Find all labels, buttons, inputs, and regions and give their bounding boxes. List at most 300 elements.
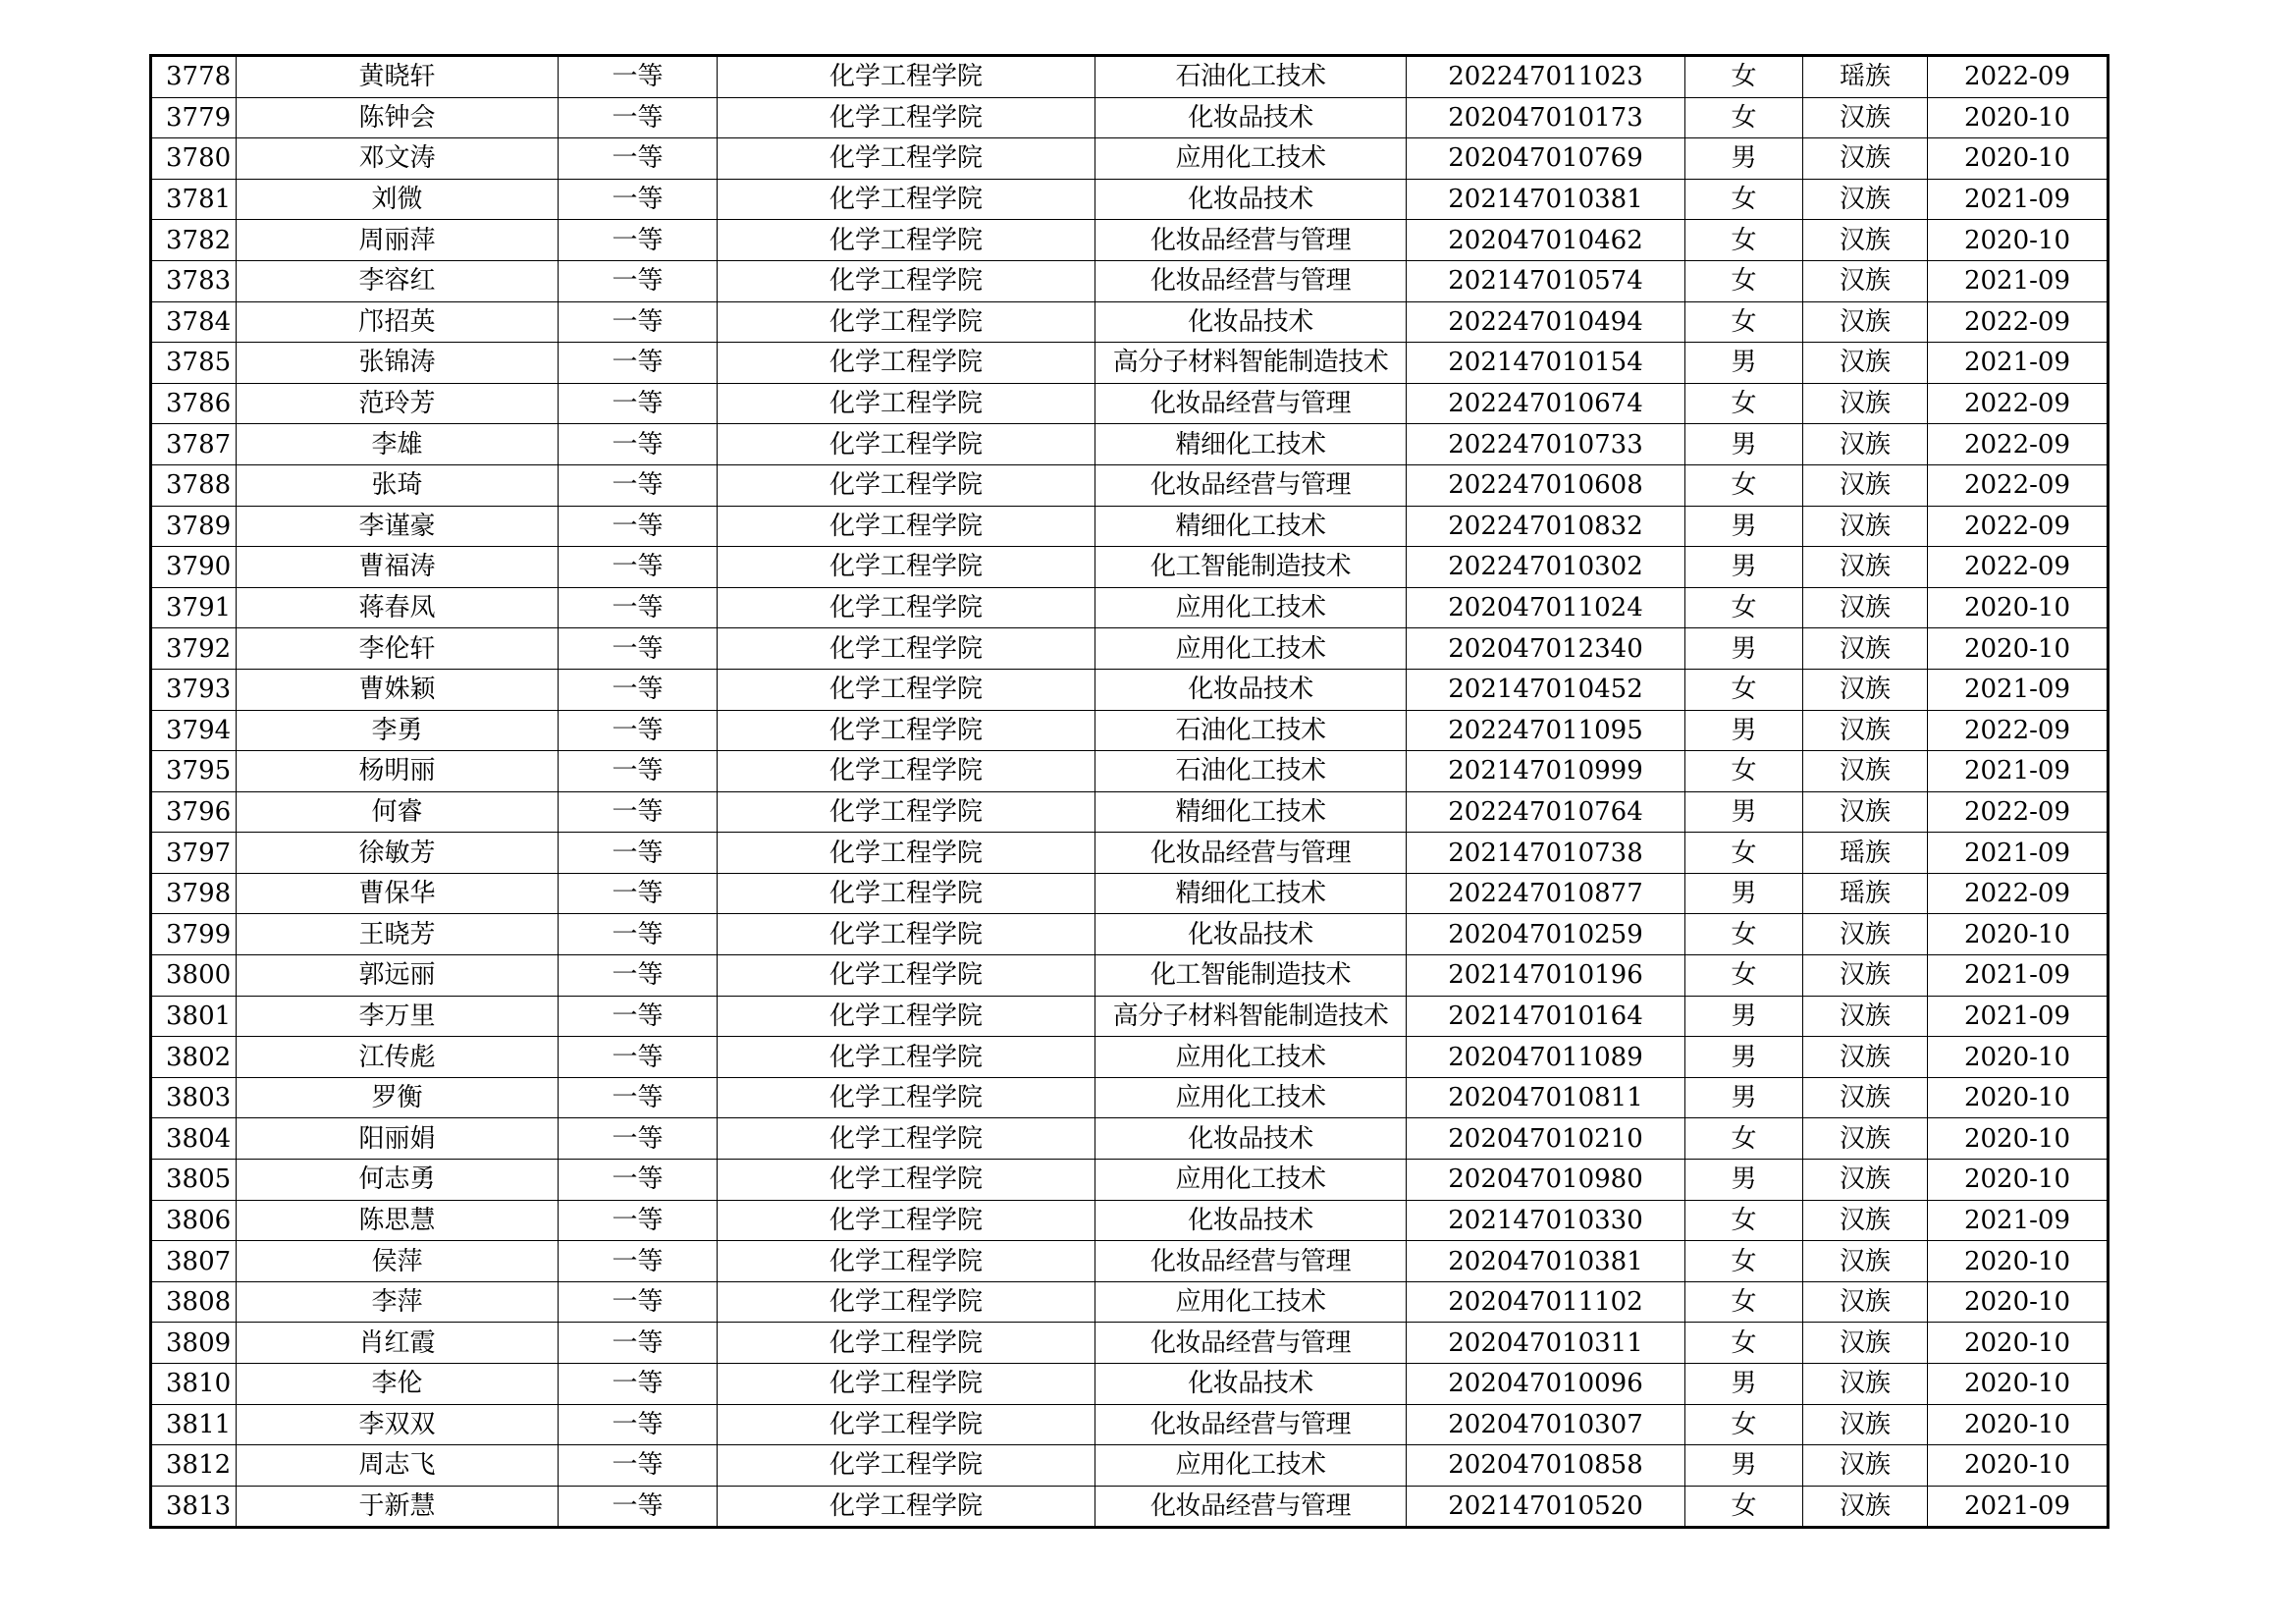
ethnicity-cell: 瑶族 [1803,833,1928,874]
table-row [151,1200,2109,1241]
college-cell: 化学工程学院 [718,955,1095,997]
gender-cell: 男 [1685,628,1803,670]
student-name-cell: 杨明丽 [237,751,559,792]
enrollment-date-cell: 2020-10 [1928,914,2109,955]
table-row [151,260,2109,301]
major-cell: 精细化工技术 [1095,506,1407,547]
table-row [151,914,2109,955]
student-name-cell: 李雄 [237,424,559,465]
enrollment-date-cell: 2020-10 [1928,1241,2109,1282]
ethnicity-cell: 汉族 [1803,260,1928,301]
award-grade-cell: 一等 [559,179,718,220]
enrollment-date-cell: 2022-09 [1928,873,2109,914]
major-cell: 应用化工技术 [1095,628,1407,670]
award-grade-cell: 一等 [559,1160,718,1201]
gender-cell: 女 [1685,1200,1803,1241]
college-cell: 化学工程学院 [718,138,1095,180]
college-cell: 化学工程学院 [718,220,1095,261]
enrollment-date-cell: 2021-09 [1928,833,2109,874]
college-cell: 化学工程学院 [718,710,1095,751]
college-cell: 化学工程学院 [718,506,1095,547]
ethnicity-cell: 汉族 [1803,751,1928,792]
major-cell: 化妆品经营与管理 [1095,833,1407,874]
row-number-cell: 3790 [151,547,237,588]
student-id-cell: 202147010330 [1407,1200,1685,1241]
table-row [151,464,2109,506]
table-row [151,791,2109,833]
row-number-cell: 3798 [151,873,237,914]
row-number-cell: 3813 [151,1486,237,1528]
row-number-cell: 3810 [151,1364,237,1405]
table-row [151,56,2109,98]
award-grade-cell: 一等 [559,628,718,670]
ethnicity-cell: 汉族 [1803,1404,1928,1445]
student-id-cell: 202247010494 [1407,301,1685,343]
gender-cell: 男 [1685,791,1803,833]
student-name-cell: 周志飞 [237,1445,559,1487]
student-id-cell: 202047010769 [1407,138,1685,180]
row-number-cell: 3811 [151,1404,237,1445]
student-id-cell: 202047010259 [1407,914,1685,955]
student-id-cell: 202247011095 [1407,710,1685,751]
table-row [151,628,2109,670]
gender-cell: 女 [1685,1118,1803,1160]
ethnicity-cell: 汉族 [1803,1077,1928,1118]
enrollment-date-cell: 2022-09 [1928,547,2109,588]
college-cell: 化学工程学院 [718,1160,1095,1201]
major-cell: 化妆品技术 [1095,179,1407,220]
enrollment-date-cell: 2020-10 [1928,1077,2109,1118]
student-name-cell: 刘微 [237,179,559,220]
row-number-cell: 3797 [151,833,237,874]
student-name-cell: 张琦 [237,464,559,506]
major-cell: 应用化工技术 [1095,1077,1407,1118]
award-grade-cell: 一等 [559,1241,718,1282]
student-name-cell: 李伦轩 [237,628,559,670]
table-row [151,301,2109,343]
major-cell: 精细化工技术 [1095,424,1407,465]
student-id-cell: 202047010462 [1407,220,1685,261]
major-cell: 化妆品经营与管理 [1095,1323,1407,1364]
major-cell: 化妆品技术 [1095,301,1407,343]
enrollment-date-cell: 2021-09 [1928,751,2109,792]
gender-cell: 女 [1685,1486,1803,1528]
student-id-cell: 202247011023 [1407,56,1685,98]
student-name-cell: 李勇 [237,710,559,751]
award-grade-cell: 一等 [559,506,718,547]
row-number-cell: 3794 [151,710,237,751]
gender-cell: 女 [1685,260,1803,301]
student-id-cell: 202147010999 [1407,751,1685,792]
table-row [151,383,2109,424]
award-grade-cell: 一等 [559,833,718,874]
major-cell: 高分子材料智能制造技术 [1095,343,1407,384]
ethnicity-cell: 汉族 [1803,1281,1928,1323]
ethnicity-cell: 汉族 [1803,710,1928,751]
table-row [151,1037,2109,1078]
row-number-cell: 3785 [151,343,237,384]
award-grade-cell: 一等 [559,873,718,914]
row-number-cell: 3796 [151,791,237,833]
ethnicity-cell: 汉族 [1803,220,1928,261]
table-row [151,1323,2109,1364]
student-name-cell: 李伦 [237,1364,559,1405]
award-grade-cell: 一等 [559,1445,718,1487]
ethnicity-cell: 汉族 [1803,1241,1928,1282]
table-row [151,179,2109,220]
gender-cell: 女 [1685,56,1803,98]
table-row [151,955,2109,997]
ethnicity-cell: 汉族 [1803,424,1928,465]
college-cell: 化学工程学院 [718,1404,1095,1445]
major-cell: 应用化工技术 [1095,1160,1407,1201]
major-cell: 化妆品经营与管理 [1095,1404,1407,1445]
college-cell: 化学工程学院 [718,833,1095,874]
row-number-cell: 3812 [151,1445,237,1487]
student-id-cell: 202247010832 [1407,506,1685,547]
row-number-cell: 3808 [151,1281,237,1323]
gender-cell: 男 [1685,506,1803,547]
enrollment-date-cell: 2020-10 [1928,1323,2109,1364]
table-row [151,343,2109,384]
ethnicity-cell: 汉族 [1803,506,1928,547]
award-grade-cell: 一等 [559,424,718,465]
ethnicity-cell: 瑶族 [1803,873,1928,914]
student-name-cell: 江传彪 [237,1037,559,1078]
table-row [151,996,2109,1037]
student-name-cell: 周丽萍 [237,220,559,261]
enrollment-date-cell: 2021-09 [1928,669,2109,710]
table-row [151,833,2109,874]
student-id-cell: 202047010980 [1407,1160,1685,1201]
student-name-cell: 曹姝颖 [237,669,559,710]
row-number-cell: 3789 [151,506,237,547]
table-row [151,710,2109,751]
student-name-cell: 邓文涛 [237,138,559,180]
gender-cell: 男 [1685,1445,1803,1487]
major-cell: 化妆品经营与管理 [1095,464,1407,506]
college-cell: 化学工程学院 [718,996,1095,1037]
ethnicity-cell: 汉族 [1803,1486,1928,1528]
ethnicity-cell: 汉族 [1803,1200,1928,1241]
college-cell: 化学工程学院 [718,301,1095,343]
college-cell: 化学工程学院 [718,260,1095,301]
major-cell: 化工智能制造技术 [1095,955,1407,997]
major-cell: 应用化工技术 [1095,587,1407,628]
student-id-cell: 202047010858 [1407,1445,1685,1487]
gender-cell: 女 [1685,833,1803,874]
college-cell: 化学工程学院 [718,1200,1095,1241]
award-grade-cell: 一等 [559,1118,718,1160]
student-id-cell: 202247010764 [1407,791,1685,833]
enrollment-date-cell: 2022-09 [1928,56,2109,98]
row-number-cell: 3792 [151,628,237,670]
award-grade-cell: 一等 [559,1323,718,1364]
gender-cell: 男 [1685,424,1803,465]
student-id-cell: 202047010210 [1407,1118,1685,1160]
ethnicity-cell: 瑶族 [1803,56,1928,98]
student-name-cell: 郭远丽 [237,955,559,997]
row-number-cell: 3795 [151,751,237,792]
ethnicity-cell: 汉族 [1803,1364,1928,1405]
student-name-cell: 侯萍 [237,1241,559,1282]
row-number-cell: 3781 [151,179,237,220]
enrollment-date-cell: 2020-10 [1928,587,2109,628]
gender-cell: 男 [1685,1364,1803,1405]
student-id-cell: 202247010733 [1407,424,1685,465]
ethnicity-cell: 汉族 [1803,1037,1928,1078]
gender-cell: 女 [1685,1323,1803,1364]
student-id-cell: 202147010452 [1407,669,1685,710]
college-cell: 化学工程学院 [718,1281,1095,1323]
major-cell: 精细化工技术 [1095,791,1407,833]
student-id-cell: 202047010307 [1407,1404,1685,1445]
enrollment-date-cell: 2020-10 [1928,97,2109,138]
gender-cell: 女 [1685,1404,1803,1445]
college-cell: 化学工程学院 [718,1323,1095,1364]
row-number-cell: 3786 [151,383,237,424]
major-cell: 高分子材料智能制造技术 [1095,996,1407,1037]
ethnicity-cell: 汉族 [1803,179,1928,220]
gender-cell: 男 [1685,547,1803,588]
gender-cell: 女 [1685,587,1803,628]
student-id-cell: 202047010096 [1407,1364,1685,1405]
student-id-cell: 202047010173 [1407,97,1685,138]
student-name-cell: 王晓芳 [237,914,559,955]
major-cell: 化妆品经营与管理 [1095,1486,1407,1528]
student-name-cell: 曹保华 [237,873,559,914]
major-cell: 化妆品经营与管理 [1095,220,1407,261]
major-cell: 化妆品技术 [1095,1118,1407,1160]
row-number-cell: 3802 [151,1037,237,1078]
major-cell: 化妆品技术 [1095,1364,1407,1405]
ethnicity-cell: 汉族 [1803,587,1928,628]
student-name-cell: 罗衡 [237,1077,559,1118]
table-row [151,1077,2109,1118]
student-id-cell: 202047012340 [1407,628,1685,670]
table-row [151,138,2109,180]
row-number-cell: 3780 [151,138,237,180]
award-grade-cell: 一等 [559,587,718,628]
ethnicity-cell: 汉族 [1803,955,1928,997]
major-cell: 应用化工技术 [1095,1037,1407,1078]
college-cell: 化学工程学院 [718,873,1095,914]
college-cell: 化学工程学院 [718,1077,1095,1118]
award-grade-cell: 一等 [559,220,718,261]
ethnicity-cell: 汉族 [1803,1160,1928,1201]
gender-cell: 男 [1685,1160,1803,1201]
college-cell: 化学工程学院 [718,464,1095,506]
award-grade-cell: 一等 [559,1077,718,1118]
major-cell: 化妆品技术 [1095,1200,1407,1241]
major-cell: 化妆品经营与管理 [1095,260,1407,301]
table-row [151,424,2109,465]
student-id-cell: 202047011024 [1407,587,1685,628]
table-row [151,751,2109,792]
college-cell: 化学工程学院 [718,669,1095,710]
gender-cell: 女 [1685,220,1803,261]
row-number-cell: 3803 [151,1077,237,1118]
enrollment-date-cell: 2020-10 [1928,1037,2109,1078]
table-row [151,1118,2109,1160]
award-grade-cell: 一等 [559,996,718,1037]
student-name-cell: 李双双 [237,1404,559,1445]
enrollment-date-cell: 2020-10 [1928,1404,2109,1445]
enrollment-date-cell: 2022-09 [1928,383,2109,424]
student-id-cell: 202147010154 [1407,343,1685,384]
enrollment-date-cell: 2022-09 [1928,506,2109,547]
student-name-cell: 邝招英 [237,301,559,343]
major-cell: 化妆品经营与管理 [1095,1241,1407,1282]
major-cell: 石油化工技术 [1095,751,1407,792]
college-cell: 化学工程学院 [718,1241,1095,1282]
gender-cell: 女 [1685,97,1803,138]
gender-cell: 女 [1685,1281,1803,1323]
student-name-cell: 黄晓轩 [237,56,559,98]
award-grade-cell: 一等 [559,955,718,997]
enrollment-date-cell: 2022-09 [1928,791,2109,833]
student-name-cell: 陈钟会 [237,97,559,138]
row-number-cell: 3778 [151,56,237,98]
table-body [151,56,2109,1528]
ethnicity-cell: 汉族 [1803,791,1928,833]
table-row [151,873,2109,914]
gender-cell: 女 [1685,383,1803,424]
award-grade-cell: 一等 [559,301,718,343]
college-cell: 化学工程学院 [718,56,1095,98]
student-name-cell: 陈思慧 [237,1200,559,1241]
scholarship-table [149,54,2109,1529]
award-grade-cell: 一等 [559,97,718,138]
enrollment-date-cell: 2020-10 [1928,220,2109,261]
row-number-cell: 3782 [151,220,237,261]
college-cell: 化学工程学院 [718,343,1095,384]
ethnicity-cell: 汉族 [1803,138,1928,180]
major-cell: 化工智能制造技术 [1095,547,1407,588]
student-id-cell: 202247010674 [1407,383,1685,424]
row-number-cell: 3805 [151,1160,237,1201]
award-grade-cell: 一等 [559,751,718,792]
college-cell: 化学工程学院 [718,97,1095,138]
award-grade-cell: 一等 [559,260,718,301]
gender-cell: 男 [1685,710,1803,751]
enrollment-date-cell: 2020-10 [1928,138,2109,180]
award-grade-cell: 一等 [559,1037,718,1078]
row-number-cell: 3806 [151,1200,237,1241]
major-cell: 精细化工技术 [1095,873,1407,914]
major-cell: 应用化工技术 [1095,1281,1407,1323]
college-cell: 化学工程学院 [718,383,1095,424]
ethnicity-cell: 汉族 [1803,343,1928,384]
student-id-cell: 202147010381 [1407,179,1685,220]
award-grade-cell: 一等 [559,464,718,506]
table-row [151,1241,2109,1282]
college-cell: 化学工程学院 [718,1118,1095,1160]
student-name-cell: 李萍 [237,1281,559,1323]
gender-cell: 男 [1685,138,1803,180]
award-grade-cell: 一等 [559,791,718,833]
student-id-cell: 202247010302 [1407,547,1685,588]
student-name-cell: 肖红霞 [237,1323,559,1364]
row-number-cell: 3779 [151,97,237,138]
award-grade-cell: 一等 [559,914,718,955]
table-row [151,1160,2109,1201]
student-name-cell: 李谨豪 [237,506,559,547]
ethnicity-cell: 汉族 [1803,97,1928,138]
student-id-cell: 202247010608 [1407,464,1685,506]
enrollment-date-cell: 2021-09 [1928,1200,2109,1241]
gender-cell: 女 [1685,669,1803,710]
enrollment-date-cell: 2020-10 [1928,1160,2109,1201]
award-grade-cell: 一等 [559,1364,718,1405]
row-number-cell: 3793 [151,669,237,710]
row-number-cell: 3783 [151,260,237,301]
major-cell: 化妆品技术 [1095,97,1407,138]
major-cell: 石油化工技术 [1095,56,1407,98]
student-name-cell: 李万里 [237,996,559,1037]
table-row [151,1364,2109,1405]
table-row [151,1445,2109,1487]
ethnicity-cell: 汉族 [1803,628,1928,670]
major-cell: 石油化工技术 [1095,710,1407,751]
major-cell: 化妆品经营与管理 [1095,383,1407,424]
enrollment-date-cell: 2021-09 [1928,955,2109,997]
college-cell: 化学工程学院 [718,587,1095,628]
gender-cell: 女 [1685,301,1803,343]
student-name-cell: 阳丽娟 [237,1118,559,1160]
award-grade-cell: 一等 [559,1200,718,1241]
ethnicity-cell: 汉族 [1803,383,1928,424]
college-cell: 化学工程学院 [718,547,1095,588]
student-name-cell: 何志勇 [237,1160,559,1201]
ethnicity-cell: 汉族 [1803,914,1928,955]
table-row [151,1486,2109,1528]
gender-cell: 女 [1685,464,1803,506]
enrollment-date-cell: 2022-09 [1928,464,2109,506]
college-cell: 化学工程学院 [718,1445,1095,1487]
college-cell: 化学工程学院 [718,1486,1095,1528]
enrollment-date-cell: 2020-10 [1928,628,2109,670]
student-id-cell: 202147010574 [1407,260,1685,301]
gender-cell: 男 [1685,1037,1803,1078]
enrollment-date-cell: 2020-10 [1928,1445,2109,1487]
gender-cell: 男 [1685,873,1803,914]
row-number-cell: 3804 [151,1118,237,1160]
row-number-cell: 3791 [151,587,237,628]
major-cell: 应用化工技术 [1095,1445,1407,1487]
row-number-cell: 3800 [151,955,237,997]
major-cell: 化妆品技术 [1095,669,1407,710]
student-name-cell: 徐敏芳 [237,833,559,874]
student-id-cell: 202247010877 [1407,873,1685,914]
row-number-cell: 3787 [151,424,237,465]
table-row [151,1404,2109,1445]
award-grade-cell: 一等 [559,138,718,180]
student-name-cell: 蒋春凤 [237,587,559,628]
student-id-cell: 202047010381 [1407,1241,1685,1282]
table-row [151,97,2109,138]
student-name-cell: 范玲芳 [237,383,559,424]
table-row [151,547,2109,588]
college-cell: 化学工程学院 [718,628,1095,670]
gender-cell: 女 [1685,914,1803,955]
student-name-cell: 于新慧 [237,1486,559,1528]
ethnicity-cell: 汉族 [1803,996,1928,1037]
enrollment-date-cell: 2021-09 [1928,260,2109,301]
student-id-cell: 202047010811 [1407,1077,1685,1118]
gender-cell: 男 [1685,996,1803,1037]
student-name-cell: 曹福涛 [237,547,559,588]
